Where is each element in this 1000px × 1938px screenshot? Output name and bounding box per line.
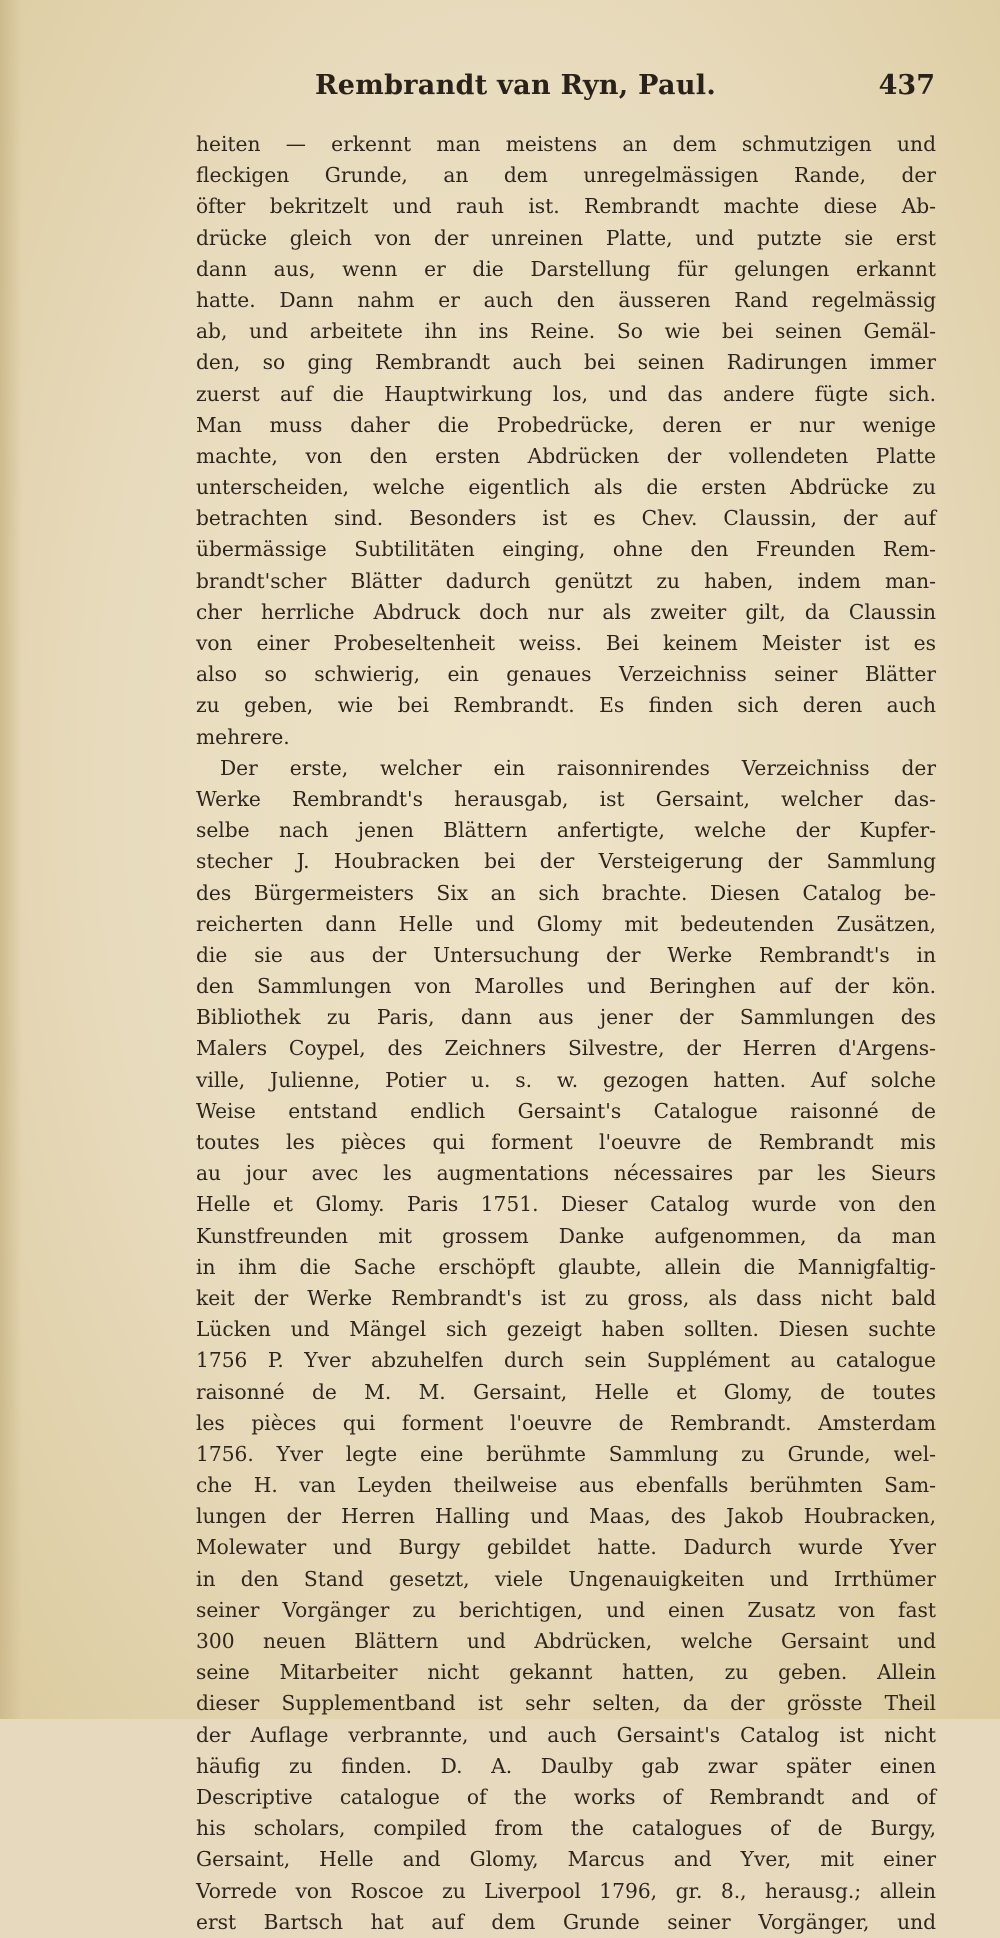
text-line: öfter bekritzelt und rauh ist. Rembrandt machte diese Ab-: [196, 194, 936, 219]
text-line: von einer Probeseltenheit weiss. Bei keinem Meister ist es: [196, 631, 936, 655]
text-line: Gersaint, Helle and Glomy, Marcus and Yver, mit einer: [196, 1847, 936, 1872]
text-line: Kunstfreunden mit grossem Danke aufgenommen, da man: [196, 1223, 936, 1248]
text-line: Man muss daher die Probedrücke, deren er nur wenige: [196, 412, 936, 437]
text-line: 1756 P. Yver abzuhelfen durch sein Supplément au catalogue: [196, 1348, 936, 1373]
text-line: fleckigen Grunde, an dem unregelmässigen Rande, der: [196, 163, 936, 188]
text-line: cher herrliche Abdruck doch nur als zweiter gilt, da Claussin: [196, 599, 936, 624]
paragraphs: [196, 129, 936, 1938]
text-line: che H. van Leyden theilweise aus ebenfalls berühmten Sam-: [196, 1473, 936, 1498]
running-title: Rembrandt van Ryn, Paul.: [315, 70, 717, 101]
text-line: Malers Coypel, des Zeichners Silvestre, der Herren d'Argens-: [196, 1036, 936, 1061]
text-line: hatte. Dann nahm er auch den äusseren Rand regelmässig: [196, 287, 936, 312]
text-line: mehrere.: [196, 724, 290, 749]
text-line: den, so ging Rembrandt auch bei seinen Radirungen immer: [196, 350, 936, 375]
text-line: les pièces qui forment l'oeuvre de Rembrandt. Amsterdam: [196, 1410, 936, 1435]
text-line: 300 neuen Blättern und Abdrücken, welche Gersaint und: [196, 1629, 936, 1653]
text-line: also so schwierig, ein genaues Verzeichniss seiner Blätter: [196, 662, 936, 687]
text-line: die sie aus der Untersuchung der Werke Rembrandt's in: [196, 942, 936, 967]
text-line: seiner Vorgänger zu berichtigen, und einen Zusatz von fast: [196, 1597, 936, 1622]
text-line: ville, Julienne, Potier u. s. w. gezogen hatten. Auf solche: [196, 1067, 936, 1092]
text-line: his scholars, compiled from the catalogues of de Burgy,: [196, 1816, 936, 1841]
text-line: in ihm die Sache erschöpft glaubte, allein die Mannigfaltig-: [196, 1254, 936, 1279]
text-line: des Bürgermeisters Six an sich brachte. Diesen Catalog be-: [196, 880, 936, 905]
text-line: lungen der Herren Halling und Maas, des Jakob Houbracken,: [196, 1504, 936, 1529]
text-line: Weise entstand endlich Gersaint's Catalogue raisonné de: [196, 1098, 936, 1123]
text-line: raisonné de M. M. Gersaint, Helle et Glomy, de toutes: [196, 1379, 936, 1404]
text-line: dieser Supplementband ist sehr selten, da der grösste Theil: [196, 1691, 936, 1716]
text-line: Werke Rembrandt's herausgab, ist Gersaint, welcher das-: [196, 786, 936, 811]
text-line: keit der Werke Rembrandt's ist zu gross, als dass nicht bald: [196, 1285, 936, 1310]
text-line: Lücken und Mängel sich gezeigt haben sollten. Diesen suchte: [196, 1317, 936, 1342]
text-line: drücke gleich von der unreinen Platte, und putzte sie erst: [196, 225, 936, 250]
text-line: zuerst auf die Hauptwirkung los, und das andere fügte sich.: [196, 381, 936, 406]
text-line: häufig zu finden. D. A. Daulby gab zwar später einen: [196, 1753, 936, 1778]
text-line: betrachten sind. Besonders ist es Chev. Claussin, der auf: [196, 506, 936, 531]
text-line: erst Bartsch hat auf dem Grunde seiner Vorgänger, und: [196, 1909, 936, 1934]
text-line: Descriptive catalogue of the works of Rembrandt and of: [196, 1784, 936, 1809]
text-line: selbe nach jenen Blättern anfertigte, welche der Kupfer-: [196, 818, 936, 843]
text-line: 1756. Yver legte eine berühmte Sammlung zu Grunde, wel-: [196, 1441, 936, 1466]
paragraph-2: [196, 753, 936, 1938]
text-line: brandt'scher Blätter dadurch genützt zu haben, indem man-: [196, 568, 936, 593]
text-line: den Sammlungen von Marolles und Beringhen auf der kön.: [196, 974, 936, 999]
text-line: unterscheiden, welche eigentlich als die ersten Abdrücke zu: [196, 475, 936, 500]
text-line: au jour avec les augmentations nécessaires par les Sieurs: [196, 1161, 936, 1186]
text-line: zu geben, wie bei Rembrandt. Es finden sich deren auch: [196, 693, 936, 718]
text-line: reicherten dann Helle und Glomy mit bedeutenden Zusätzen,: [196, 911, 936, 936]
body-text: [196, 129, 936, 1938]
text-line: heiten — erkennt man meistens an dem schmutzigen und: [196, 132, 936, 156]
text-line: Der erste, welcher ein raisonnirendes Verzeichniss der: [220, 755, 936, 780]
text-line: in den Stand gesetzt, viele Ungenauigkeiten und Irrthümer: [196, 1566, 936, 1591]
text-line: seine Mitarbeiter nicht gekannt hatten, zu geben. Allein: [196, 1660, 936, 1685]
text-line: übermässige Subtilitäten einging, ohne den Freunden Rem-: [196, 537, 936, 562]
text-line: Bibliothek zu Paris, dann aus jener der Sammlungen des: [196, 1005, 936, 1030]
text-line: Vorrede von Roscoe zu Liverpool 1796, gr. 8., herausg.; allein: [196, 1878, 936, 1903]
text-line: Molewater und Burgy gebildet hatte. Dadurch wurde Yver: [196, 1535, 936, 1560]
text-line: Helle et Glomy. Paris 1751. Dieser Catalog wurde von den: [196, 1192, 936, 1217]
paragraph-1: [196, 129, 936, 753]
page-number: 437: [878, 70, 935, 101]
text-line: ab, und arbeitete ihn ins Reine. So wie bei seinen Gemäl-: [196, 319, 936, 344]
text-line: der Auflage verbrannte, und auch Gersaint's Catalog ist nicht: [196, 1722, 936, 1747]
page-gutter-shadow: [0, 0, 22, 1719]
page-header: [195, 70, 935, 120]
text-line: toutes les pièces qui forment l'oeuvre de Rembrandt mis: [196, 1130, 936, 1154]
text-line: machte, von den ersten Abdrücken der vollendeten Platte: [196, 443, 936, 468]
text-line: stecher J. Houbracken bei der Versteigerung der Sammlung: [196, 849, 936, 874]
text-line: dann aus, wenn er die Darstellung für gelungen erkannt: [196, 256, 936, 281]
